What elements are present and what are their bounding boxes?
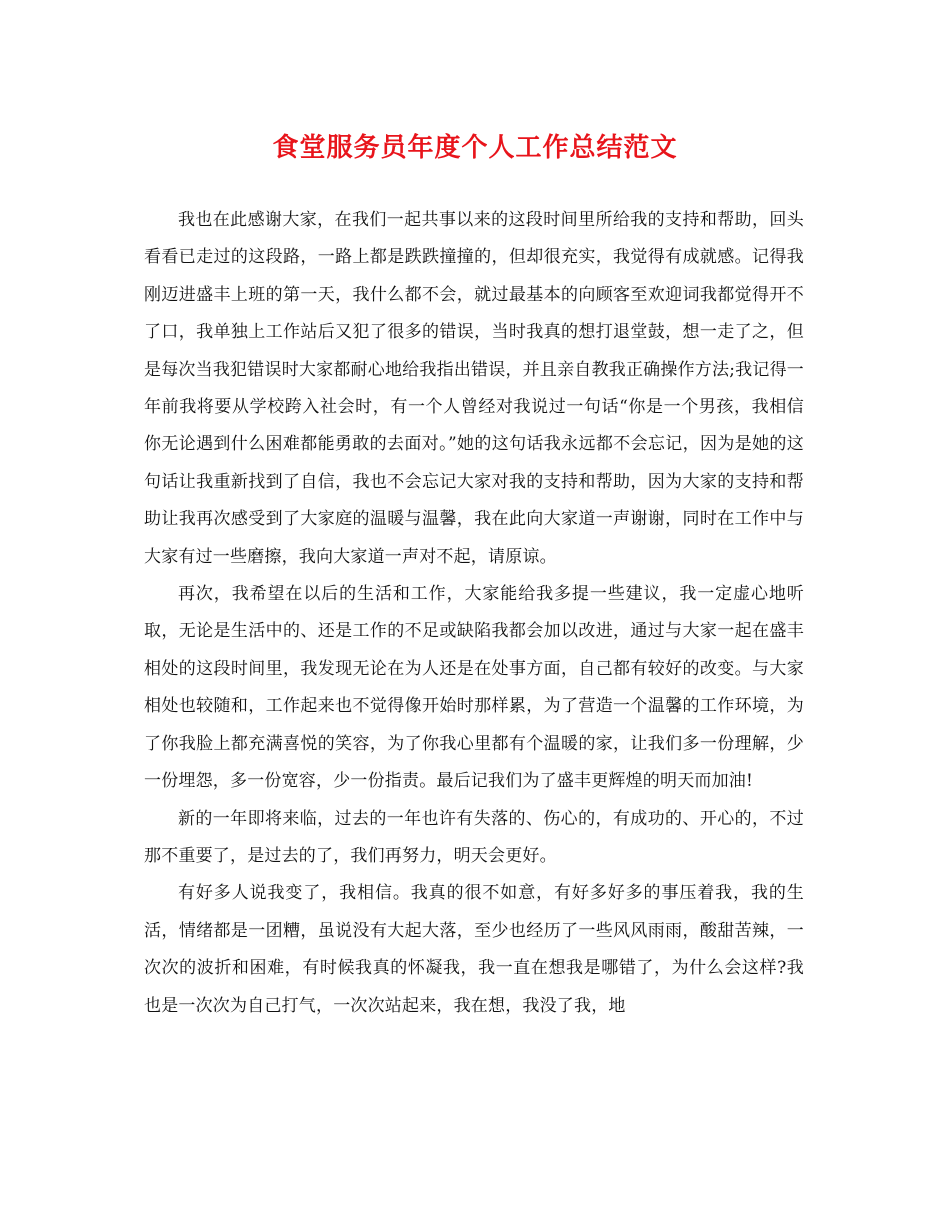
document-title: 食堂服务员年度个人工作总结范文: [272, 133, 678, 163]
paragraph-2: 再次，我希望在以后的生活和工作，大家能给我多提一些建议，我一定虚心地听取，无论是生活中的、还是工作的不足或缺陷我都会加以改进，通过与大家一起在盛丰相处的这段时间里，我发现无论在为人还是在处事方面，自己都有较好的改变。与大家相处也较随和，工作起来也不觉得像开始时那样累，为了营造一个温馨的工作环境，为了你我脸上都充满喜悦的笑容，为了你我心里都有个温暖的家，让我们多一份理解，少一份埋怨，多一份宽容，少一份指责。最后记我们为了盛丰更辉煌的明天而加油!: [144, 584, 804, 792]
paragraph-3: 新的一年即将来临，过去的一年也许有失落的、伤心的，有成功的、开心的，不过那不重要了，是过去的了，我们再努力，明天会更好。: [144, 808, 804, 866]
paragraph-4: 有好多人说我变了，我相信。我真的很不如意，有好多好多的事压着我，我的生活，情绪都是一团糟，虽说没有大起大落，至少也经历了一些风风雨雨，酸甜苦辣，一次次的波折和困难，有时候我真的怀凝我，我一直在想我是哪错了，为什么会这样?我也是一次次为自己打气，一次次站起来，我在想，我没了我，地: [144, 883, 804, 1016]
paragraph-1: 我也在此感谢大家，在我们一起共事以来的这段时间里所给我的支持和帮助，回头看看已走过的这段路，一路上都是跌跌撞撞的，但却很充实，我觉得有成就感。记得我刚迈进盛丰上班的第一天，我什么都不会，就过最基本的向顾客至欢迎词我都觉得开不了口，我单独上工作站后又犯了很多的错误，当时我真的想打退堂鼓，想一走了之，但是每次当我犯错误时大家都耐心地给我指出错误，并且亲自教我正确操作方法;我记得一年前我将要从学校跨入社会时，有一个人曾经对我说过一句话“你是一个男孩，我相信你无论遇到什么困难都能勇敢的去面对。”她的这句话我永远都不会忘记，因为是她的这句话让我重新找到了自信，我也不会忘记大家对我的支持和帮助，因为大家的支持和帮助让我再次感受到了大家庭的温暖与温馨，我在此向大家道一声谢谢，同时在工作中与大家有过一些磨擦，我向大家道一声对不起，请原谅。: [144, 210, 804, 567]
document-body: [144, 202, 804, 1025]
